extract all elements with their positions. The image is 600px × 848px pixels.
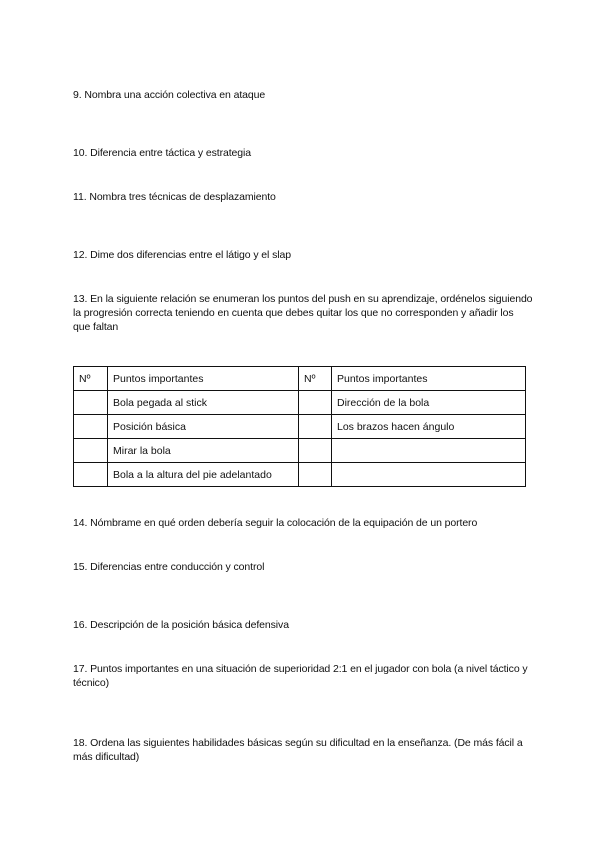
point-cell	[332, 439, 526, 463]
header-points-right: Puntos importantes	[332, 367, 526, 391]
number-cell	[299, 391, 332, 415]
question-15: 15. Diferencias entre conducción y control	[73, 561, 265, 573]
point-cell: Bola pegada al stick	[108, 391, 299, 415]
number-cell	[74, 391, 108, 415]
table-row	[74, 415, 526, 439]
point-cell	[332, 463, 526, 487]
point-cell: Dirección de la bola	[332, 391, 526, 415]
number-cell	[74, 463, 108, 487]
table-row	[74, 391, 526, 415]
number-cell	[299, 415, 332, 439]
question-12: 12. Dime dos diferencias entre el látigo y el slap	[73, 249, 291, 261]
point-cell: Mirar la bola	[108, 439, 299, 463]
question-14: 14. Nómbrame en qué orden debería seguir la colocación de la equipación de un portero	[73, 517, 478, 529]
question-18: 18. Ordena las siguientes habilidades básicas según su dificultad en la enseñanza. (De más fácil a más dificultad)	[73, 737, 523, 763]
point-cell: Bola a la altura del pie adelantado	[108, 463, 299, 487]
table-row	[74, 439, 526, 463]
table-row	[74, 463, 526, 487]
point-cell: Posición básica	[108, 415, 299, 439]
header-number-left: Nº	[74, 367, 108, 391]
header-number-right: Nº	[299, 367, 332, 391]
question-11: 11. Nombra tres técnicas de desplazamiento	[73, 191, 276, 203]
question-9: 9. Nombra una acción colectiva en ataque	[73, 89, 266, 101]
header-points-left: Puntos importantes	[108, 367, 299, 391]
question-13: 13. En la siguiente relación se enumeran los puntos del push en su aprendizaje, ordénelos siguiendo la progresión correcta teniendo en cuenta que debes quitar los que no corresponden y añadir los que faltan	[73, 293, 533, 333]
question-16: 16. Descripción de la posición básica defensiva	[73, 619, 289, 631]
number-cell	[74, 415, 108, 439]
push-points-table	[73, 366, 526, 487]
question-10: 10. Diferencia entre táctica y estrategia	[73, 147, 251, 159]
point-cell: Los brazos hacen ángulo	[332, 415, 526, 439]
number-cell	[299, 439, 332, 463]
number-cell	[299, 463, 332, 487]
question-17: 17. Puntos importantes en una situación de superioridad 2:1 en el jugador con bola (a nivel táctico y técnico)	[73, 663, 528, 689]
number-cell	[74, 439, 108, 463]
table-header-row	[74, 367, 526, 391]
